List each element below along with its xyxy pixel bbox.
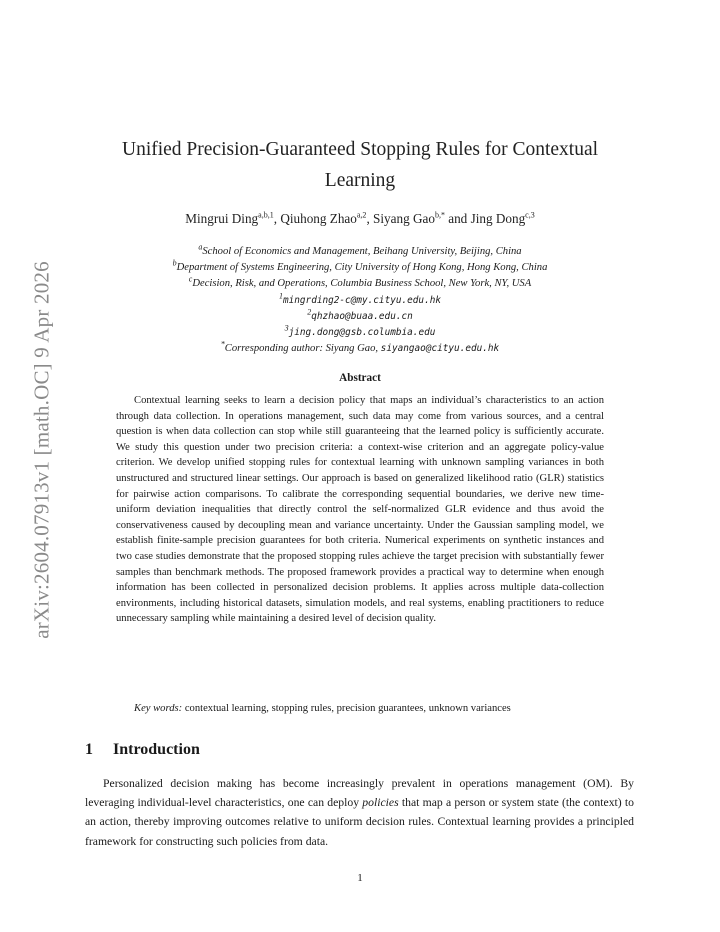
- author-marks: a,b,1: [258, 210, 274, 220]
- email-line: $^2$qhzhao@buaa.edu.cn: [307, 307, 413, 322]
- paper-title: [100, 134, 620, 196]
- author-conjunction: and: [448, 211, 468, 226]
- affiliation-line: $^c$Decision, Risk, and Operations, Columbia Business School, New York, NY, USA: [188, 274, 532, 290]
- abstract-heading: Abstract: [339, 372, 381, 384]
- email-line: $^3$jing.dong@gsb.columbia.edu: [284, 323, 436, 339]
- author-name: Jing Dong: [470, 211, 526, 226]
- arxiv-stamp: arXiv:2604.07913v1 [math.OC] 9 Apr 2026: [29, 261, 54, 639]
- affiliation-block: [80, 244, 640, 357]
- intro-paragraph: Personalized decision making has become increasingly prevalent in operations management (OM). By leveraging individual-level characteristics, one can deploy policies that map a person or system state (the context) to an action, thereby improving outcomes relative to uniform decision rules. Contextual learning provides a principled framework for constructing such policies from data.: [85, 777, 634, 848]
- emphasis-policies: policies: [362, 796, 399, 810]
- title-line-2: Learning: [324, 170, 396, 191]
- author-list: Mingrui Ding$^{a,b,1}$, Qiuhong Zhao$^{a,2}$, Siyang Gao$^{b,*}$ and Jing Dong$^{c,3}$: [185, 210, 535, 226]
- affiliation-line: $^a$School of Economics and Management, Beihang University, Beijing, China: [198, 242, 522, 257]
- email-line: $^1$mingrding2-c@my.cityu.edu.hk: [278, 291, 442, 306]
- page-number: 1: [357, 872, 363, 884]
- corresponding-author-line: *Corresponding author: Siyang Gao, siyangao@cityu.edu.hk: [220, 339, 500, 355]
- email-link[interactable]: siyangao@cityu.edu.hk: [380, 343, 500, 355]
- author-marks: c,3: [525, 210, 535, 220]
- section-heading: [85, 741, 200, 759]
- abstract-text: Contextual learning seeks to learn a decision policy that maps an individual’s characteristics to an action through data collection. In operations management, such data may come from various sources, and a central question is when data collection can stop while still guaranteeing that the learned policy is sufficiently accurate. We study this question under two precision criteria: a context-wise criterion and an aggregate policy-value criterion. We develop unified stopping rules for contextual learning with unknown sampling variances in both unstructured and structured linear settings. Our approach is based on generalized likelihood ratio (GLR) statistics for pairwise action comparisons. To calibrate the corresponding sequential boundaries, we derive new time-uniform deviation inequalities that directly control the self-normalized GLR evidence and thus avoid the conservativeness caused by decoupling mean and variance uncertainty. Under the Gaussian sampling model, we establish finite-sample precision guarantees for both criteria. Numerical experiments on synthetic instances and two case studies demonstrate that the proposed stopping rules achieve the target precision with substantially fewer samples than benchmark methods. The proposed framework provides a practical way to determine when enough information has been collected in personalized decision problems. It applies across multiple data-collection environments, including historical datasets, simulation models, and real systems, enabling practitioners to reduce unnecessary sampling while maintaining a desired level of decision quality.: [116, 395, 604, 625]
- email-link[interactable]: qhzhao@buaa.edu.cn: [311, 310, 413, 322]
- author-name: Siyang Gao: [373, 211, 435, 226]
- email-link[interactable]: jing.dong@gsb.columbia.edu: [288, 327, 436, 339]
- title-line-1: Unified Precision-Guaranteed Stopping Rules for Contextual: [121, 139, 599, 160]
- author-marks: a,2: [356, 210, 367, 220]
- affiliation-line: $^b$Department of Systems Engineering, City University of Hong Kong, Hong Kong, China: [172, 258, 548, 274]
- keywords-label: Key words:: [134, 703, 183, 714]
- author-marks: b,*: [434, 210, 445, 220]
- section-title: Introduction: [113, 741, 200, 758]
- author-name: Qiuhong Zhao: [280, 211, 357, 226]
- keywords-text: contextual learning, stopping rules, precision guarantees, unknown variances: [184, 703, 511, 714]
- section-number: 1: [85, 741, 93, 758]
- author-name: Mingrui Ding: [185, 211, 259, 226]
- email-link[interactable]: mingrding2-c@my.cityu.edu.hk: [282, 294, 442, 306]
- keywords-line: [116, 701, 604, 717]
